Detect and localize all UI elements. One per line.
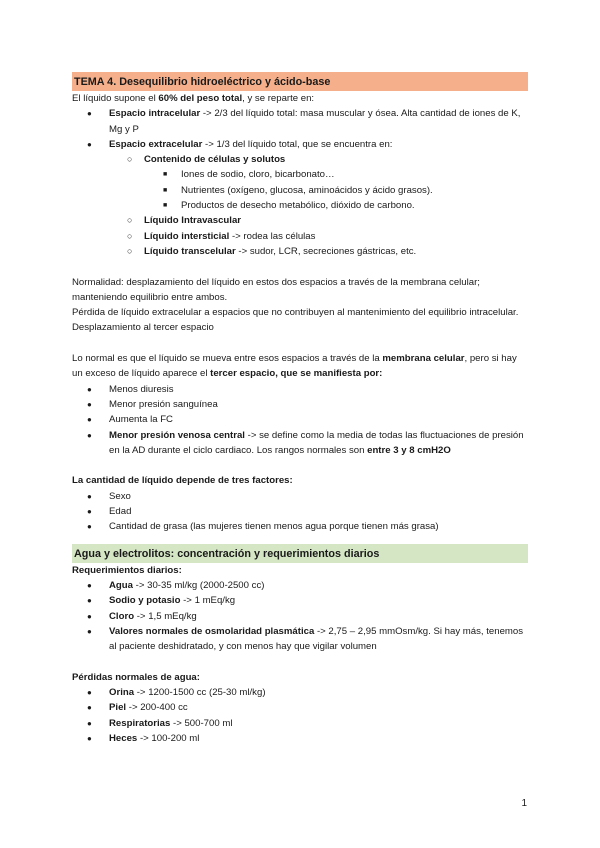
list-item: ● Agua -> 30-35 ml/kg (2000-2500 cc) bbox=[72, 578, 528, 593]
list-item-soluto: ■ Iones de sodio, cloro, bicarbonato… bbox=[72, 167, 528, 182]
list-item-extracelular: ● Espacio extracelular -> 1/3 del líquido total, que se encuentra en: bbox=[72, 137, 528, 152]
list-item: ● Aumenta la FC bbox=[72, 412, 528, 427]
list-item: ● Sexo bbox=[72, 489, 528, 504]
list-item: ● Respiratorias -> 500-700 ml bbox=[72, 716, 528, 731]
list-item: ● Sodio y potasio -> 1 mEq/kg bbox=[72, 593, 528, 608]
requerimientos-title: Requerimientos diarios: bbox=[72, 564, 182, 576]
list-item-contenido: ○ Contenido de células y solutos bbox=[72, 152, 528, 167]
list-item: ● Orina -> 1200-1500 cc (25-30 ml/kg) bbox=[72, 685, 528, 700]
section-heading-agua: Agua y electrolitos: concentración y requerimientos diarios bbox=[72, 544, 528, 563]
intro-paragraph: El líquido supone el 60% del peso total, y se reparte en: bbox=[72, 93, 315, 104]
list-item: ● Heces -> 100-200 ml bbox=[72, 731, 528, 746]
perdidas-list bbox=[72, 685, 528, 746]
manifestaciones-list bbox=[72, 382, 528, 458]
factores-title: La cantidad de líquido depende de tres factores: bbox=[72, 475, 293, 487]
document-page bbox=[72, 72, 528, 746]
list-item: ● Edad bbox=[72, 504, 528, 519]
perdidas-title: Pérdidas normales de agua: bbox=[72, 671, 200, 683]
list-item-pvc: ● Menor presión venosa central -> se define como la media de todas las fluctuaciones de presión en la AD durante el ciclo cardiaco. Los rangos normales son entre 3 y 8 cmH2O bbox=[72, 428, 528, 459]
section-heading-tema4: TEMA 4. Desequilibrio hidroeléctrico y ácido-base bbox=[72, 72, 528, 91]
list-item: ● Piel -> 200-400 cc bbox=[72, 700, 528, 715]
list-item: ● Menor presión sanguínea bbox=[72, 397, 528, 412]
list-item-intravascular: ○ Líquido Intravascular bbox=[72, 213, 528, 228]
list-item: ● Cantidad de grasa (las mujeres tienen menos agua porque tienen más grasa) bbox=[72, 519, 528, 534]
normalidad-paragraph: Normalidad: desplazamiento del líquido en estos dos espacios a través de la membrana celular; manteniendo equilibrio entre ambos. bbox=[72, 276, 480, 303]
requerimientos-list bbox=[72, 578, 528, 654]
page-number: 1 bbox=[521, 798, 527, 809]
list-item-soluto: ■ Nutrientes (oxígeno, glucosa, aminoácidos y ácido grasos). bbox=[72, 183, 528, 198]
list-item-transcelular: ○ Líquido transcelular -> sudor, LCR, secreciones gástricas, etc. bbox=[72, 244, 528, 259]
list-item-soluto: ■ Productos de desecho metabólico, dióxido de carbono. bbox=[72, 198, 528, 213]
list-item: ● Cloro -> 1,5 mEq/kg bbox=[72, 609, 528, 624]
list-item: ● Valores normales de osmolaridad plasmática -> 2,75 – 2,95 mmOsm/kg. Si hay más, tenemos al paciente deshidratado, y con menos hay que vigilar volumen bbox=[72, 624, 528, 655]
espacios-list bbox=[72, 106, 528, 259]
list-item-intersticial: ○ Líquido intersticial -> rodea las células bbox=[72, 229, 528, 244]
tercer-espacio-paragraph: Lo normal es que el líquido se mueva entre esos espacios a través de la membrana celular, pero si hay un exceso de líquido aparece el tercer espacio, que se manifiesta por: bbox=[72, 353, 517, 380]
factores-list bbox=[72, 489, 528, 535]
perdida-paragraph: Pérdida de líquido extracelular a espacios que no contribuyen al mantenimiento del equilibrio intracelular. Desplazamiento al tercer espacio bbox=[72, 307, 519, 334]
list-item-intracelular: ● Espacio intracelular -> 2/3 del líquido total: masa muscular y ósea. Alta cantidad de iones de K, Mg y P bbox=[72, 106, 528, 137]
list-item: ● Menos diuresis bbox=[72, 382, 528, 397]
